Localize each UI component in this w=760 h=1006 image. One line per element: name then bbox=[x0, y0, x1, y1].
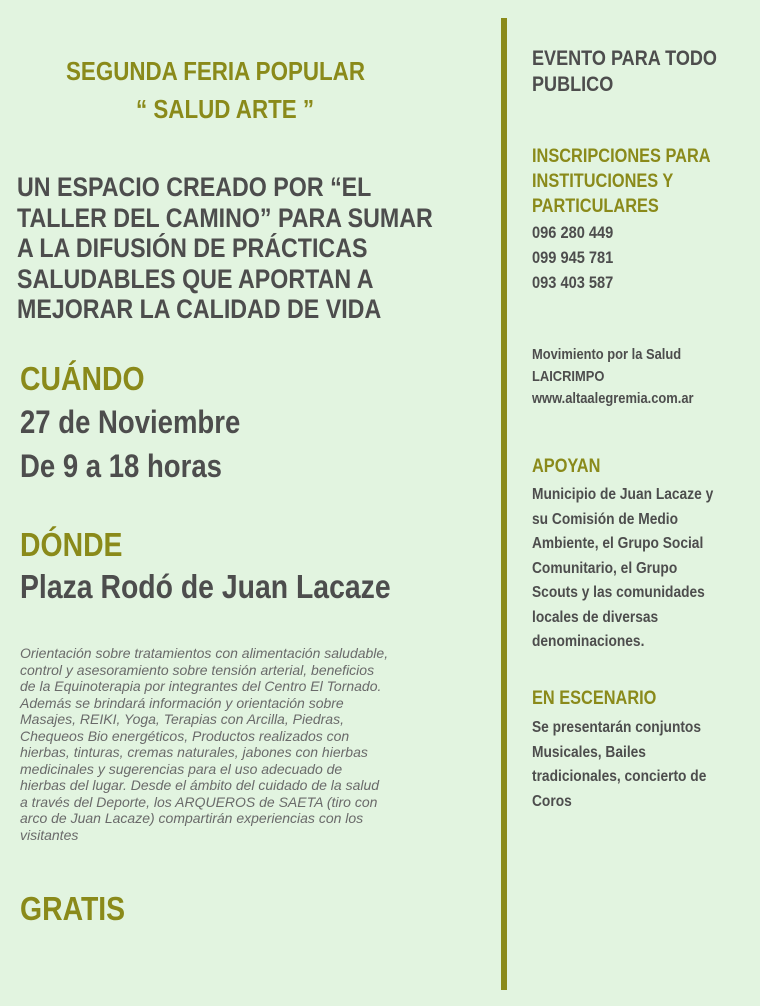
description-line: arco de Juan Lacaze) compartirán experiencias con los bbox=[20, 810, 364, 826]
activities-description bbox=[20, 645, 460, 843]
evento-line: PUBLICO bbox=[532, 73, 614, 96]
apoyan-line: locales de diversas bbox=[532, 608, 659, 626]
inscripciones-heading bbox=[532, 144, 711, 219]
event-date: 27 de Noviembre bbox=[20, 404, 241, 440]
description-line: Chequeos Bio energéticos, Productos realizados con bbox=[20, 727, 350, 744]
description-line: Orientación sobre tratamientos con alimentación saludable, bbox=[20, 645, 389, 661]
description-line: Además se brindará información y orientación sobre bbox=[20, 694, 344, 711]
inscripciones-line: INSCRIPCIONES PARA bbox=[532, 146, 711, 167]
description-line: hierbas del lugar. Desde el ámbito del cuidado de la salud bbox=[20, 777, 380, 793]
inscripciones-line: INSTITUCIONES Y bbox=[532, 171, 674, 192]
apoyan-line: Comunitario, el Grupo bbox=[532, 559, 678, 577]
event-place: Plaza Rodó de Juan Lacaze bbox=[20, 568, 391, 605]
escenario-line: Se presentarán conjuntos bbox=[532, 719, 701, 736]
apoyan-heading: APOYAN bbox=[532, 456, 601, 477]
escenario-line: tradicionales, concierto de bbox=[532, 768, 707, 785]
phone-list bbox=[532, 220, 613, 295]
apoyan-line: Scouts y las comunidades bbox=[532, 584, 705, 601]
inscripciones-line: PARTICULARES bbox=[532, 196, 659, 217]
gratis-label: GRATIS bbox=[20, 890, 126, 927]
description-line: a través del Deporte, los ARQUEROS de SAETA (tiro con bbox=[20, 793, 378, 810]
escenario-line: Coros bbox=[532, 792, 572, 810]
title-line-1: SEGUNDA FERIA POPULAR bbox=[66, 56, 365, 86]
movimiento-info bbox=[532, 344, 694, 410]
description-line: medicinales y sugerencias para el uso adecuado de bbox=[20, 760, 343, 777]
intro-line: UN ESPACIO CREADO POR “EL bbox=[17, 172, 372, 202]
phone-number: 099 945 781 bbox=[532, 248, 614, 267]
movimiento-line: LAICRIMPO bbox=[532, 368, 605, 385]
intro-line: MEJORAR LA CALIDAD DE VIDA bbox=[17, 294, 382, 324]
donde-heading: DÓNDE bbox=[20, 526, 123, 563]
intro-line: TALLER DEL CAMINO” PARA SUMAR bbox=[17, 202, 433, 233]
apoyan-line: Ambiente, el Grupo Social bbox=[532, 535, 704, 552]
escenario-heading: EN ESCENARIO bbox=[532, 688, 657, 709]
apoyan-line: Municipio de Juan Lacaze y bbox=[532, 486, 714, 503]
phone-number: 096 280 449 bbox=[532, 223, 614, 242]
escenario-text bbox=[532, 716, 706, 814]
phone-number: 093 403 587 bbox=[532, 273, 614, 292]
description-line: hierbas, tinturas, cremas naturales, jabones con hierbas bbox=[20, 744, 368, 760]
description-line: control y asesoramiento sobre tensión arterial, beneficios bbox=[20, 661, 375, 678]
intro-line: A LA DIFUSIÓN DE PRÁCTICAS bbox=[17, 233, 368, 263]
description-line: de la Equinoterapia por integrantes del Centro El Tornado. bbox=[20, 678, 382, 694]
movimiento-line: Movimiento por la Salud bbox=[532, 346, 682, 363]
evento-publico bbox=[532, 46, 717, 98]
event-hours: De 9 a 18 horas bbox=[20, 448, 222, 484]
intro-text bbox=[17, 172, 447, 325]
description-line: visitantes bbox=[20, 826, 79, 843]
evento-line: EVENTO PARA TODO bbox=[532, 47, 717, 70]
intro-line: SALUDABLES QUE APORTAN A bbox=[17, 263, 374, 294]
column-divider bbox=[501, 18, 507, 990]
description-line: Masajes, REIKI, Yoga, Terapias con Arcilla, Piedras, bbox=[20, 711, 344, 727]
apoyan-line: denominaciones. bbox=[532, 633, 645, 650]
apoyan-text bbox=[532, 483, 713, 655]
cuando-heading: CUÁNDO bbox=[20, 360, 145, 397]
title-line-2: “ SALUD ARTE ” bbox=[136, 94, 315, 124]
apoyan-line: su Comisión de Medio bbox=[532, 510, 679, 528]
website-link: www.altaalegremia.com.ar bbox=[532, 390, 694, 407]
escenario-line: Musicales, Bailes bbox=[532, 743, 646, 761]
